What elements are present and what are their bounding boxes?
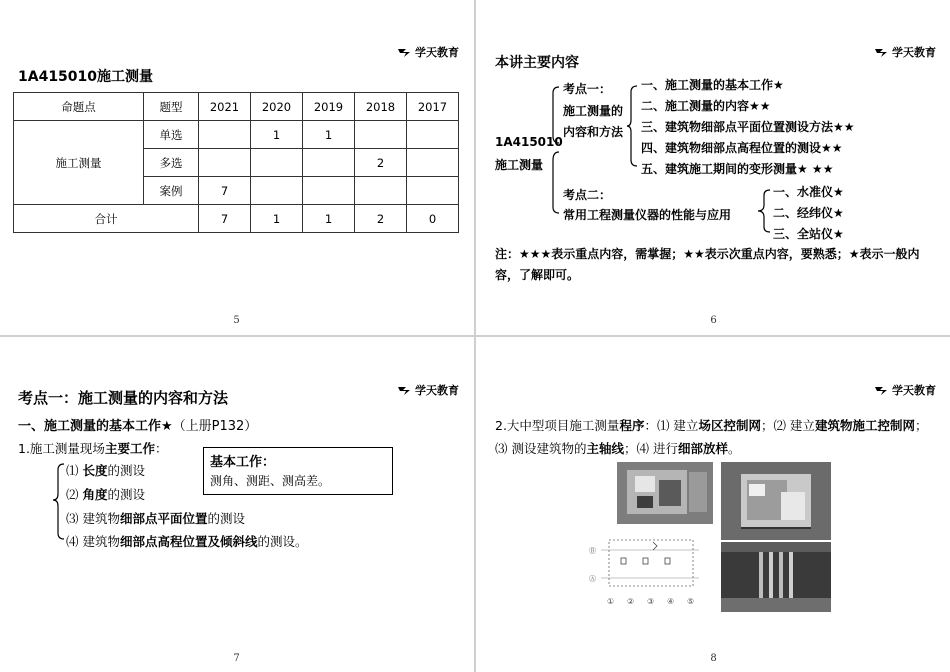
column-label: ⑤ xyxy=(687,597,695,606)
slide-page-7 xyxy=(0,338,473,672)
construction-site-photo xyxy=(721,462,831,540)
table-total-row xyxy=(14,205,459,233)
list-item: 二、施工测量的内容★★ xyxy=(641,99,771,113)
row-label: Ⓐ xyxy=(589,575,596,583)
type-cell: 单选 xyxy=(144,121,199,149)
table-cell xyxy=(251,177,303,205)
para-bold: 细部放样 xyxy=(677,441,728,456)
legend-note: 注：★★★表示重点内容，需掌握；★★表示次重点内容，要熟悉；★表示一般内容，了解即可。 xyxy=(495,247,920,282)
table-cell: 1 xyxy=(303,205,355,233)
k1-label: 施工测量的 xyxy=(563,104,624,118)
table-cell: 7 xyxy=(199,177,251,205)
brand-icon xyxy=(874,385,889,396)
list-item xyxy=(66,532,308,550)
table-cell: 7 xyxy=(199,205,251,233)
page-number: 6 xyxy=(710,315,717,326)
list-item: 三、全站仪★ xyxy=(773,227,844,241)
item-bold: 长度 xyxy=(82,463,108,478)
brand-logo xyxy=(874,382,936,398)
axis-grid-diagram xyxy=(587,528,705,612)
header-cell: 2019 xyxy=(303,93,355,121)
table-header-row xyxy=(14,93,459,121)
brand-icon xyxy=(397,47,412,58)
slide-page-6 xyxy=(477,0,950,334)
table-cell: 2 xyxy=(355,205,407,233)
brand-text: 学天教育 xyxy=(415,46,459,59)
callout-title: 基本工作： xyxy=(210,455,276,470)
header-cell: 命题点 xyxy=(14,93,144,121)
para-text: ；⑶ 测设建筑物的 xyxy=(495,418,928,456)
intro-text: 1.施工测量现场 xyxy=(18,441,105,456)
item-text: 的测设。 xyxy=(257,534,308,549)
page-number: 8 xyxy=(710,653,717,664)
header-cell: 2017 xyxy=(407,93,459,121)
item-bold: 细部点平面位置 xyxy=(120,511,208,526)
page-title: 考点一：施工测量的内容和方法 xyxy=(18,389,229,407)
table-cell xyxy=(199,121,251,149)
root-label-line2: 施工测量 xyxy=(495,158,544,172)
item-number: ⑷ xyxy=(66,534,79,549)
para-text: ：⑴ 建立 xyxy=(644,418,699,433)
page-title: 本讲主要内容 xyxy=(495,55,579,71)
type-cell: 多选 xyxy=(144,149,199,177)
table-cell xyxy=(251,149,303,177)
table-row xyxy=(14,121,459,149)
list-item: 二、经纬仪★ xyxy=(773,206,844,220)
para-text: ；⑷ 进行 xyxy=(624,441,678,456)
k2-label: 考点二： xyxy=(563,188,612,202)
item-number: ⑵ xyxy=(66,487,79,502)
list-item: 一、水准仪★ xyxy=(773,185,844,199)
table-cell: 1 xyxy=(251,121,303,149)
page-reference: （上册P132） xyxy=(172,419,258,434)
column-label: ④ xyxy=(667,597,675,606)
para-bold: 主轴线 xyxy=(586,441,624,456)
column-label: ② xyxy=(627,597,635,606)
item-text: 的测设 xyxy=(107,487,146,502)
root-label-line1: 1A415010 xyxy=(495,135,563,149)
slide-page-5 xyxy=(0,0,473,334)
row-label: Ⓑ xyxy=(589,547,596,555)
page-title: 1A415010施工测量 xyxy=(18,69,154,85)
table-cell: 2 xyxy=(355,149,407,177)
procedure-paragraph xyxy=(495,414,937,460)
slide-page-8 xyxy=(477,338,950,672)
table-cell xyxy=(303,177,355,205)
para-text: 。 xyxy=(728,441,741,456)
table-cell xyxy=(355,177,407,205)
type-cell: 案例 xyxy=(144,177,199,205)
k2-label: 常用工程测量仪器的性能与应用 xyxy=(563,208,732,222)
table-cell xyxy=(355,121,407,149)
total-label-cell: 合计 xyxy=(14,205,199,233)
exam-stats-table xyxy=(13,92,459,233)
para-text: ；⑵ 建立 xyxy=(760,418,815,433)
column-label: ① xyxy=(607,597,615,606)
intro-bold: 主要工作 xyxy=(104,441,155,456)
item-text: 的测设 xyxy=(207,511,246,526)
table-cell xyxy=(407,177,459,205)
para-bold: 场区控制网 xyxy=(698,418,761,433)
page-number: 5 xyxy=(233,315,240,326)
list-item xyxy=(66,509,245,527)
site-aerial-photo xyxy=(617,462,713,524)
table-cell xyxy=(303,149,355,177)
header-cell: 2020 xyxy=(251,93,303,121)
callout-body: 测角、测距、测高差。 xyxy=(210,474,331,488)
list-item xyxy=(66,461,145,479)
header-cell: 2018 xyxy=(355,93,407,121)
header-cell: 题型 xyxy=(144,93,199,121)
brand-text: 学天教育 xyxy=(415,384,459,397)
table-cell: 1 xyxy=(251,205,303,233)
item-text: 建筑物 xyxy=(82,511,121,526)
brand-text: 学天教育 xyxy=(892,46,936,59)
brand-text: 学天教育 xyxy=(892,384,936,397)
pile-foundation-photo xyxy=(721,542,831,612)
table-cell: 0 xyxy=(407,205,459,233)
item-bold: 角度 xyxy=(82,487,108,502)
intro-colon: ： xyxy=(154,441,168,456)
list-item: 四、建筑物细部点高程位置的测设★★ xyxy=(641,141,843,155)
item-number: ⑴ xyxy=(66,463,79,478)
item-number: ⑶ xyxy=(66,511,79,526)
item-text: 建筑物 xyxy=(82,534,121,549)
list-item: 一、施工测量的基本工作★ xyxy=(641,78,784,92)
item-bracket xyxy=(0,338,473,672)
section-heading-text: 一、施工测量的基本工作★ xyxy=(18,419,173,434)
horizontal-divider xyxy=(0,335,950,337)
para-bold: 建筑物施工控制网 xyxy=(814,418,915,433)
k1-label: 内容和方法 xyxy=(563,125,624,139)
column-label: ③ xyxy=(647,597,655,606)
item-text: 的测设 xyxy=(107,463,146,478)
header-cell: 2021 xyxy=(199,93,251,121)
page-number: 7 xyxy=(233,653,240,664)
item-bold: 细部点高程位置及倾斜线 xyxy=(120,534,258,549)
para-text: 2.大中型项目施工测量 xyxy=(495,418,620,433)
table-cell xyxy=(407,121,459,149)
list-item: 三、建筑物细部点平面位置测设方法★★ xyxy=(641,120,855,134)
para-bold: 程序 xyxy=(619,418,645,433)
basic-work-callout xyxy=(203,447,393,495)
table-cell xyxy=(199,149,251,177)
topic-cell: 施工测量 xyxy=(14,121,144,205)
list-item xyxy=(66,485,145,503)
list-item: 五、建筑施工期间的变形测量★ ★★ xyxy=(641,162,834,176)
table-cell xyxy=(407,149,459,177)
brand-logo xyxy=(397,44,459,60)
k1-label: 考点一： xyxy=(563,82,612,96)
table-cell: 1 xyxy=(303,121,355,149)
